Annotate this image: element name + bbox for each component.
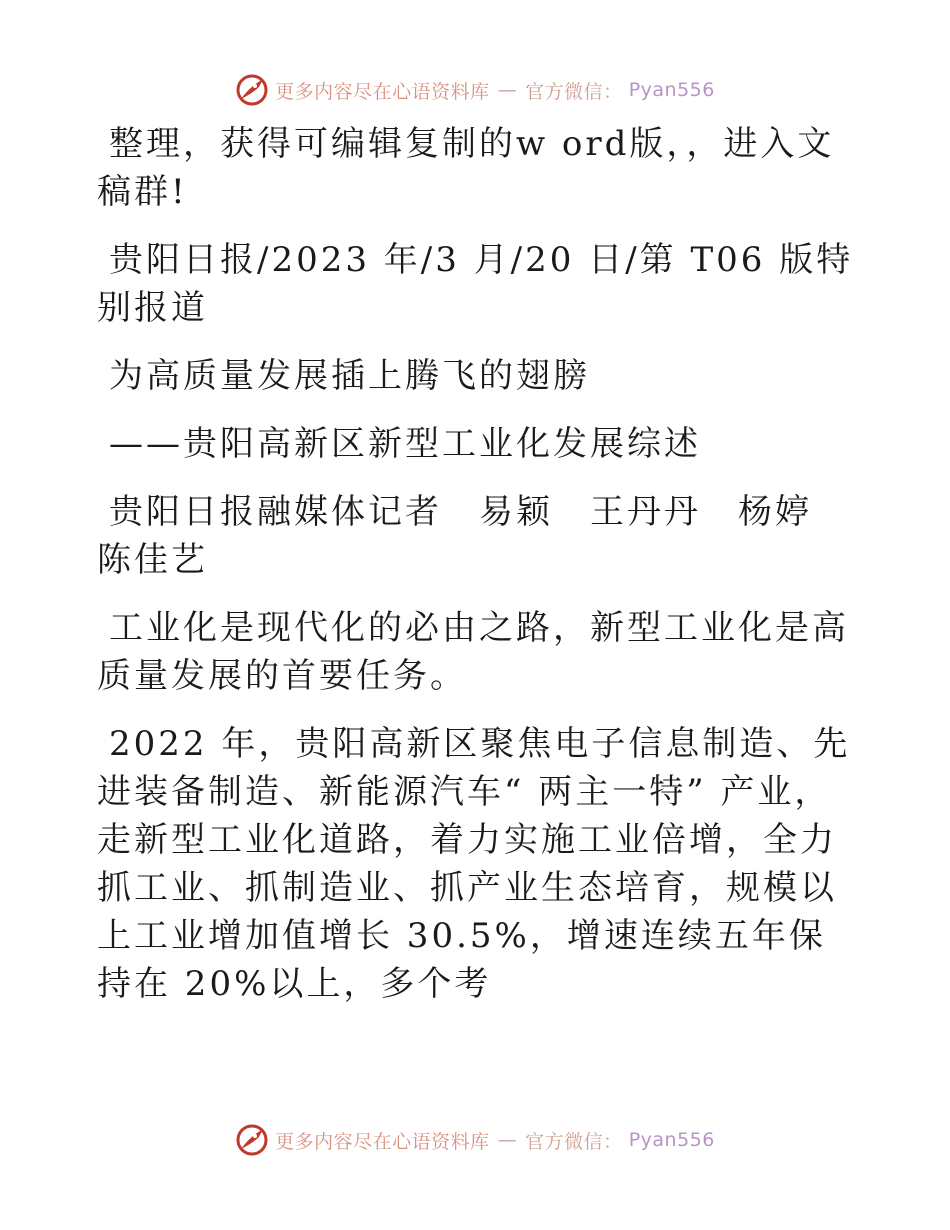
paragraph-body: 2022 年，贵阳高新区聚焦电子信息制造、先进装备制造、新能源汽车“ 两主一特” 产业，走新型工业化道路，着力实施工业倍增，全力抓工业、抓制造业、抓产业生态培育，规模以上工业增加值增长 30.5%，增速连续五年保持在 20%以上，多个考 <box>97 724 851 1004</box>
article-title: 为高质量发展插上腾飞的翅膀 <box>109 356 590 396</box>
watermark-content <box>235 73 715 107</box>
pen-nib-logo-icon <box>235 1123 269 1157</box>
paragraph-lead: 工业化是现代化的必由之路，新型工业化是高质量发展的首要任务。 <box>97 608 849 696</box>
document-body <box>97 120 857 1028</box>
watermark-wechat-label: 官方微信： <box>525 1130 623 1153</box>
paragraph-intro-note: 整理，获得可编辑复制的w ord版，，进入文稿群! <box>97 124 835 212</box>
watermark-separator: — <box>497 1129 518 1151</box>
article-subtitle: ——贵阳高新区新型工业化发展综述 <box>109 424 701 464</box>
watermark-wechat-id: Pyan556 <box>628 79 715 101</box>
watermark-slogan: 更多内容尽在心语资料库 <box>275 1130 490 1153</box>
article-byline: 贵阳日报融媒体记者 易颖 王丹丹 杨婷 陈佳艺 <box>97 492 849 580</box>
paragraph-source-line: 贵阳日报/2023 年/3 月/20 日/第 T06 版特别报道 <box>97 240 854 328</box>
watermark-separator: — <box>497 79 518 101</box>
watermark-wechat-id: Pyan556 <box>628 1129 715 1151</box>
watermark-slogan: 更多内容尽在心语资料库 <box>275 80 490 103</box>
watermark-content <box>235 1123 715 1157</box>
watermark-wechat-label: 官方微信： <box>525 80 623 103</box>
watermark-banner-bottom <box>0 1120 950 1160</box>
pen-nib-logo-icon <box>235 73 269 107</box>
watermark-banner-top <box>0 70 950 110</box>
